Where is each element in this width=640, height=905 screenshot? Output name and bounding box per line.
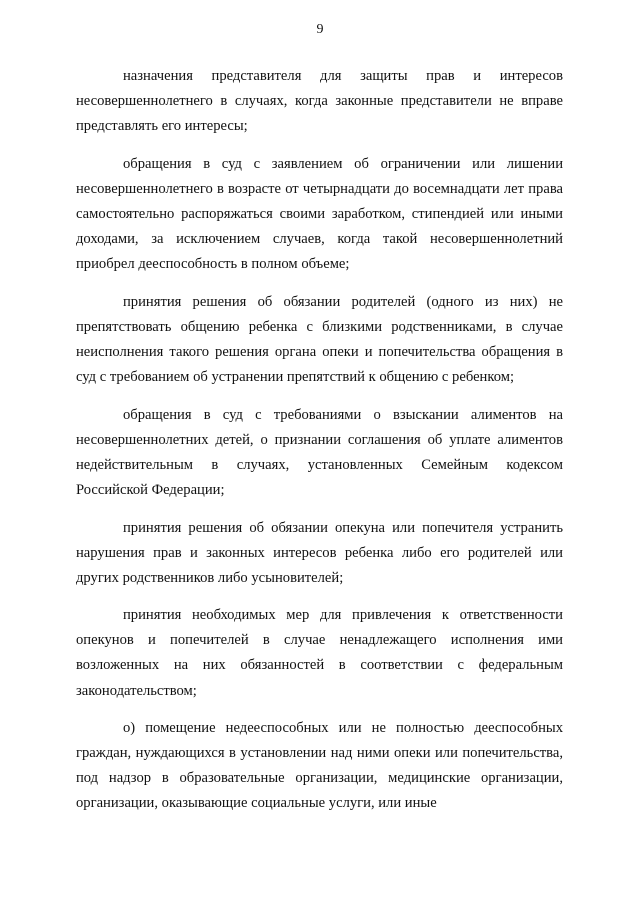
document-body (76, 64, 563, 817)
paragraph-relatives-contact: принятия решения об обязании родителей (одного из них) не препятствовать общению ребенка с близкими родственниками, в случае неисполнения такого решения органа опеки и попечительства обращения в суд с требованием об устранении препятствий к общению с ребенком; (76, 293, 563, 386)
paragraph-placement-supervision: о) помещение недееспособных или не полностью дееспособных граждан, нуждающихся в установлении над ними опеки или попечительства, под надзор в образовательные организации, медицинские организации, организации, оказывающие социальные услуги, или иные (76, 720, 563, 812)
paragraph-guardian-liability: принятия необходимых мер для привлечения к ответственности опекунов и попечителей в случае ненадлежащего исполнения ими возложенных на них обязанностей в соответствии с федеральным законодательством; (76, 607, 563, 699)
page-number: 9 (316, 22, 324, 37)
paragraph-guardian-obligation: принятия решения об обязании опекуна или попечителя устранить нарушения прав и законных интересов ребенка либо его родителей или других родственников либо усыновителей; (76, 519, 563, 586)
paragraph-representative-appointment: назначения представителя для защиты прав и интересов несовершеннолетнего в случаях, когда законные представители не вправе представлять его интересы; (76, 68, 563, 135)
paragraph-alimony-claims: обращения в суд с требованиями о взыскании алиментов на несовершеннолетних детей, о признании соглашения об уплате алиментов недействительным в случаях, установленных Семейным кодексом Российской Федерации; (76, 406, 563, 498)
paragraph-court-limit-earnings: обращения в суд с заявлением об ограничении или лишении несовершеннолетнего в возрасте от четырнадцати до восемнадцати лет права самостоятельно распоряжаться своими заработком, стипендией или иными доходами, за исключением случаев, когда такой несовершеннолетний приобрел дееспособность в полном объеме; (76, 155, 563, 273)
